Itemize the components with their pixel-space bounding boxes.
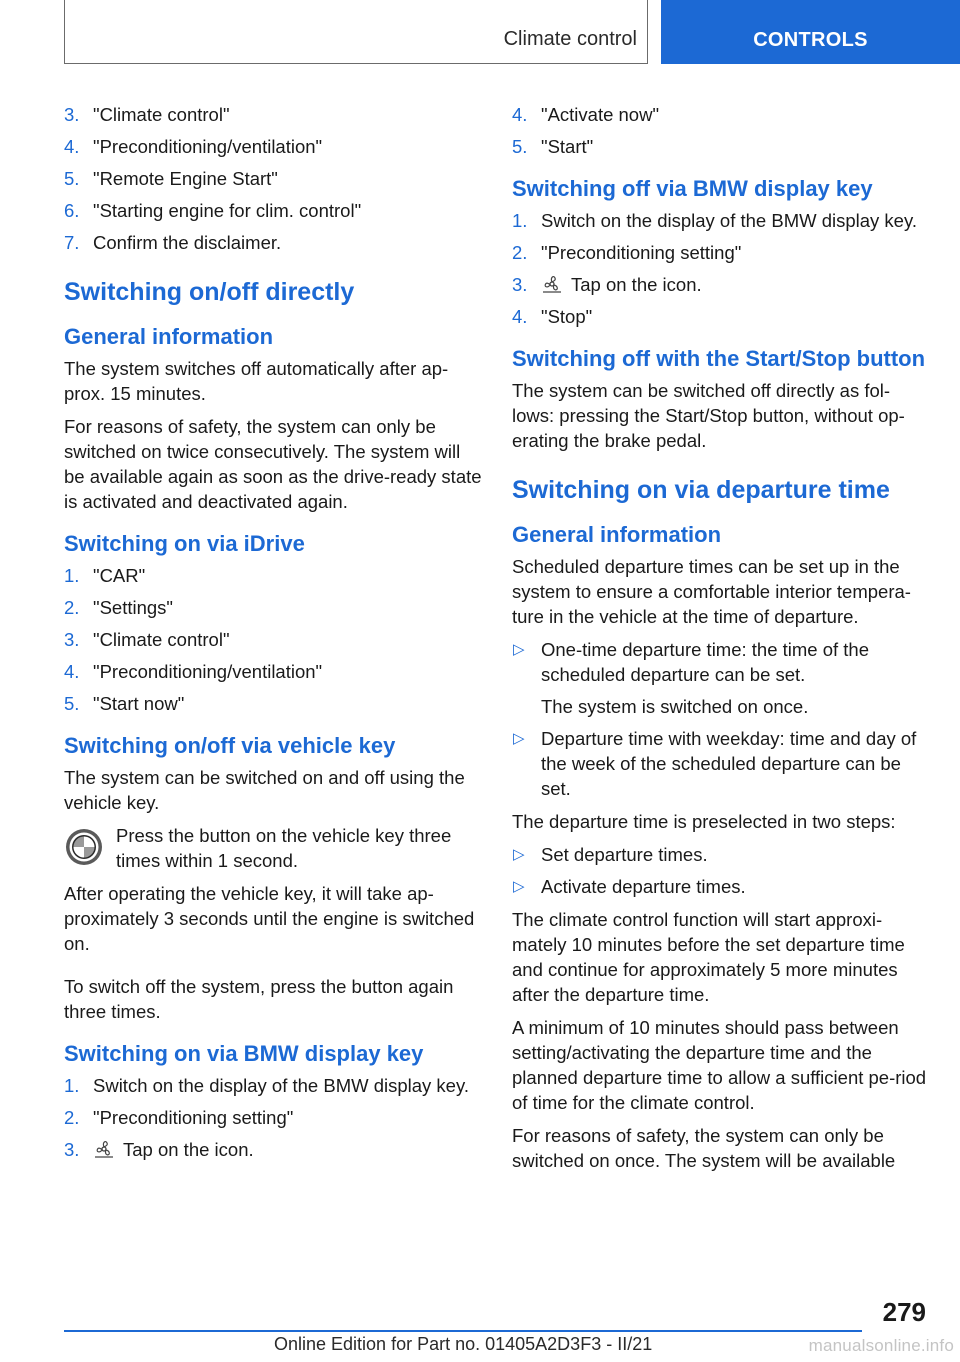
step-list-off-display	[512, 208, 928, 329]
list-item: 2. "Settings"	[64, 597, 173, 618]
triangle-bullet-icon: ▷	[513, 846, 525, 863]
step-list-display-key	[64, 1073, 482, 1162]
heading-vehicle-key: Switching on/off via vehicle key	[64, 733, 396, 758]
paragraph: The departure time is preselected in two steps:	[512, 811, 896, 832]
page-number: 279	[882, 1297, 926, 1327]
heading-display-key: Switching on via BMW display key	[64, 1041, 424, 1066]
header-chapter-tab[interactable]	[661, 0, 960, 64]
heading-general-information: General information	[512, 522, 722, 547]
list-item: 3. Tap on the icon.	[64, 1139, 254, 1160]
header-section-box	[64, 0, 648, 64]
list-item: 3. "Climate control"	[64, 104, 230, 125]
list-item: 5. "Remote Engine Start"	[64, 168, 278, 189]
paragraph: To switch off the system, press the button again three times.	[64, 976, 454, 1022]
list-item: 1. Switch on the display of the BMW display key.	[64, 1075, 469, 1096]
paragraph: Scheduled departure times can be set up in the system to ensure a comfortable interior tempera-ture in the vehicle at the time of departure.	[512, 556, 911, 627]
list-item: 2. "Preconditioning setting"	[512, 242, 742, 263]
heading-departure-time: Switching on via departure time	[512, 476, 890, 504]
section-title: Climate control	[503, 28, 637, 50]
bmw-key-icon	[64, 827, 104, 867]
step-list-idrive	[64, 563, 482, 716]
heading-switching-directly: Switching on/off directly	[64, 278, 355, 306]
list-item: ▷ One-time departure time: the time of the scheduled departure can be set. The system is switched on once.	[513, 639, 870, 717]
list-item: ▷ Activate departure times.	[513, 876, 746, 897]
triangle-bullet-icon: ▷	[513, 730, 525, 747]
list-item: 3. Tap on the icon.	[512, 274, 702, 295]
heading-general-information: General information	[64, 324, 274, 349]
list-item: 3. "Climate control"	[64, 629, 230, 650]
vehicle-key-instruction	[64, 823, 482, 873]
fan-icon	[93, 1139, 115, 1159]
list-item: 5. "Start now"	[64, 693, 185, 714]
paragraph: For reasons of safety, the system can only be switched on once. The system will be available	[512, 1125, 896, 1171]
fan-icon	[541, 274, 563, 294]
list-item: 2. "Preconditioning setting"	[64, 1107, 294, 1128]
paragraph: The system can be switched off directly as fol-lows: pressing the Start/Stop button, without op-erating the brake pedal.	[512, 380, 905, 451]
heading-off-display-key: Switching off via BMW display key	[512, 176, 873, 201]
step-list-top-right	[512, 102, 928, 159]
list-item: 5. "Start"	[512, 136, 594, 157]
list-item: 7. Confirm the disclaimer.	[64, 232, 282, 253]
right-column	[512, 102, 928, 1181]
bullet-list-steps	[512, 842, 928, 899]
list-item: 1. Switch on the display of the BMW display key.	[512, 210, 917, 231]
paragraph: For reasons of safety, the system can only be switched on twice consecutively. The system will be available again as soon as the drive-ready state is activated and deactivated again.	[64, 416, 482, 512]
list-item: 6. "Starting engine for clim. control"	[64, 200, 362, 221]
paragraph: After operating the vehicle key, it will take ap-proximately 3 seconds until the engine is switched on.	[64, 883, 475, 954]
list-item: 4. "Activate now"	[512, 104, 660, 125]
list-item: ▷ Set departure times.	[513, 844, 708, 865]
triangle-bullet-icon: ▷	[513, 878, 525, 895]
edition-text: Online Edition for Part no. 01405A2D3F3 - II/21	[274, 1334, 653, 1354]
list-item: 4. "Stop"	[512, 306, 593, 327]
heading-idrive: Switching on via iDrive	[64, 531, 305, 556]
watermark-text: manualsonline.info	[808, 1336, 954, 1355]
triangle-bullet-icon: ▷	[513, 641, 525, 658]
paragraph: A minimum of 10 minutes should pass between setting/activating the departure time and the planned departure time to allow a sufficient pe-riod of time for the climate control.	[512, 1017, 927, 1113]
list-item: ▷ Departure time with weekday: time and day of the week of the scheduled departure can be set.	[513, 728, 917, 799]
list-item: 1. "CAR"	[64, 565, 146, 586]
chapter-title: CONTROLS	[753, 29, 868, 51]
list-item: 4. "Preconditioning/ventilation"	[64, 136, 323, 157]
paragraph: The climate control function will start approxi-mately 10 minutes before the set departure time and continue for approximately 5 more minutes after the departure time.	[512, 909, 905, 1005]
step-list-top	[64, 102, 482, 255]
list-item: 4. "Preconditioning/ventilation"	[64, 661, 323, 682]
paragraph: The system can be switched on and off using the vehicle key.	[64, 767, 465, 813]
paragraph: The system switches off automatically after ap-prox. 15 minutes.	[64, 358, 449, 404]
bullet-list-departure-types	[512, 637, 928, 801]
heading-off-startstop: Switching off with the Start/Stop button	[512, 346, 926, 371]
key-press-text: Press the button on the vehicle key three times within 1 second.	[116, 825, 452, 871]
footer-divider	[64, 1330, 862, 1332]
left-column	[64, 102, 482, 1170]
